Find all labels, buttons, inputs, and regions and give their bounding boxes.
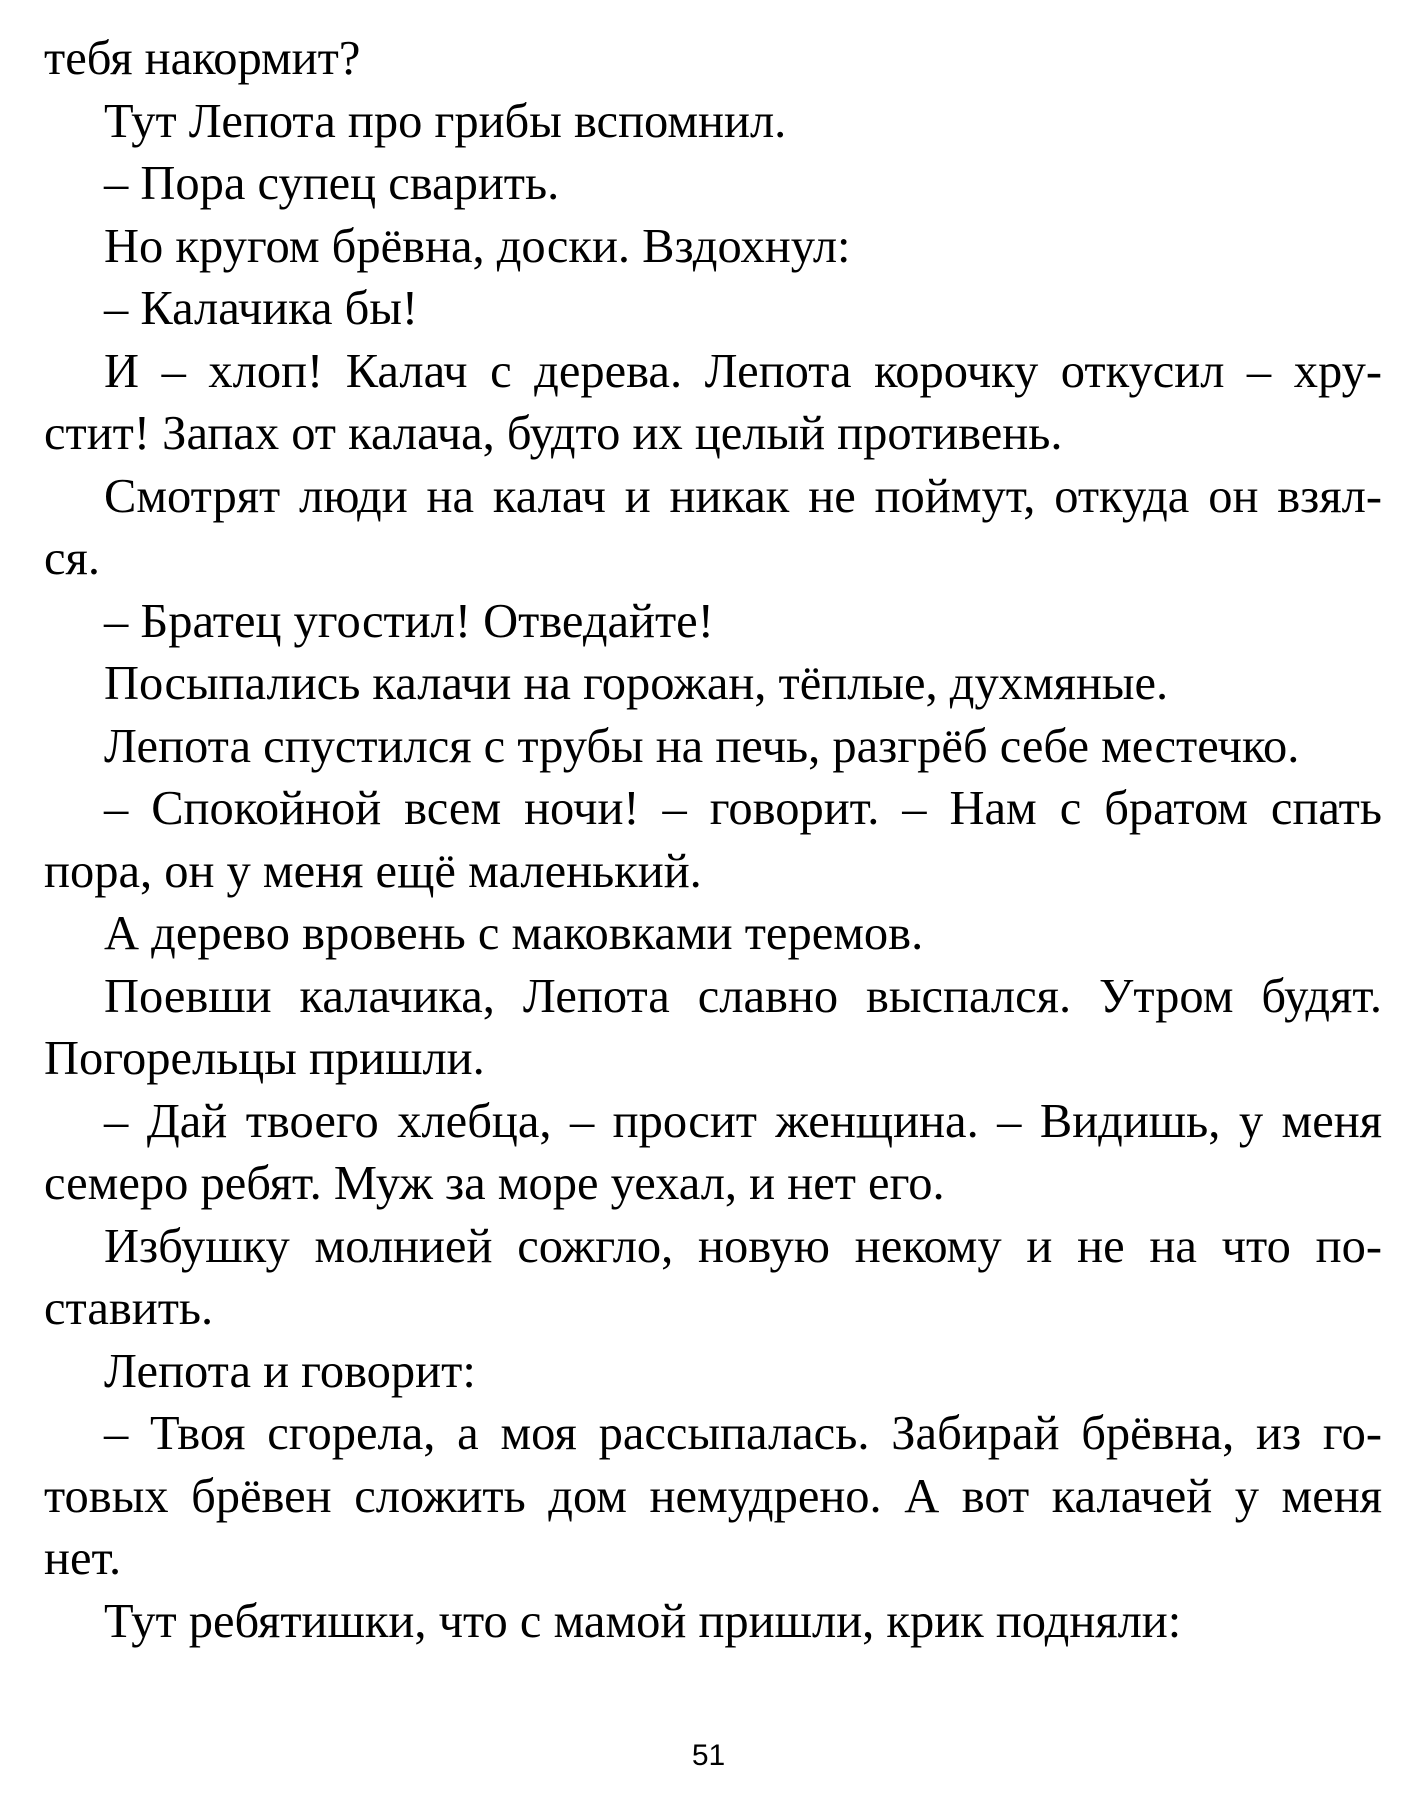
paragraph-line: Тут ребятишки, что с мамой пришли, крик подняли: — [104, 1594, 1182, 1648]
paragraph-line: ся. — [44, 532, 100, 585]
paragraph-line: – Твоя сгорела, а моя рассыпалась. Забирай брёвна, из го- — [104, 1407, 1382, 1460]
paragraph-line: ставить. — [44, 1282, 214, 1335]
paragraph-line: стит! Запах от калача, будто их целый противень. — [44, 407, 1063, 460]
paragraph-line: товых брёвен сложить дом немудрено. А вот калачей у меня — [44, 1469, 1382, 1523]
paragraph-line: – Дай твоего хлебца, – просит женщина. – Видишь, у меня — [104, 1094, 1382, 1148]
paragraph-line: – Спокойной всем ночи! – говорит. – Нам с братом спать — [104, 782, 1382, 835]
paragraph-line: Тут Лепота про грибы вспомнил. — [104, 94, 787, 148]
paragraph-line: – Братец угостил! Отведайте! — [104, 594, 714, 648]
paragraph-line: А дерево вровень с маковками теремов. — [104, 907, 924, 960]
paragraph-line: Лепота и говорит: — [104, 1344, 476, 1398]
paragraph-line: И – хлоп! Калач с дерева. Лепота корочку откусил – хру- — [104, 344, 1382, 398]
paragraph-line: нет. — [44, 1532, 122, 1585]
paragraph-line: Посыпались калачи на горожан, тёплые, духмяные. — [104, 657, 1169, 710]
page-number: 51 — [691, 1739, 726, 1772]
paragraph-line: тебя накормит? — [44, 32, 361, 85]
paragraph-line: Погорельцы пришли. — [44, 1032, 485, 1085]
paragraph-line: пора, он у меня ещё маленький. — [44, 844, 702, 898]
paragraph-line: Поевши калачика, Лепота славно выспался. Утром будят. — [104, 969, 1382, 1023]
paragraph-line: Избушку молнией сожгло, новую некому и не на что по- — [104, 1219, 1382, 1273]
paragraph-line: Но кругом брёвна, доски. Вздохнул: — [104, 219, 851, 273]
book-page-text — [44, 28, 1382, 1653]
paragraph-line: Лепота спустился с трубы на печь, разгрёб себе местечко. — [104, 719, 1300, 773]
paragraph-line: – Калачика бы! — [104, 282, 419, 335]
paragraph-line: Смотрят люди на калач и никак не поймут, откуда он взял- — [104, 469, 1382, 523]
paragraph-line: семеро ребят. Муж за море уехал, и нет его. — [44, 1157, 945, 1210]
paragraph-line: – Пора супец сварить. — [104, 157, 560, 210]
